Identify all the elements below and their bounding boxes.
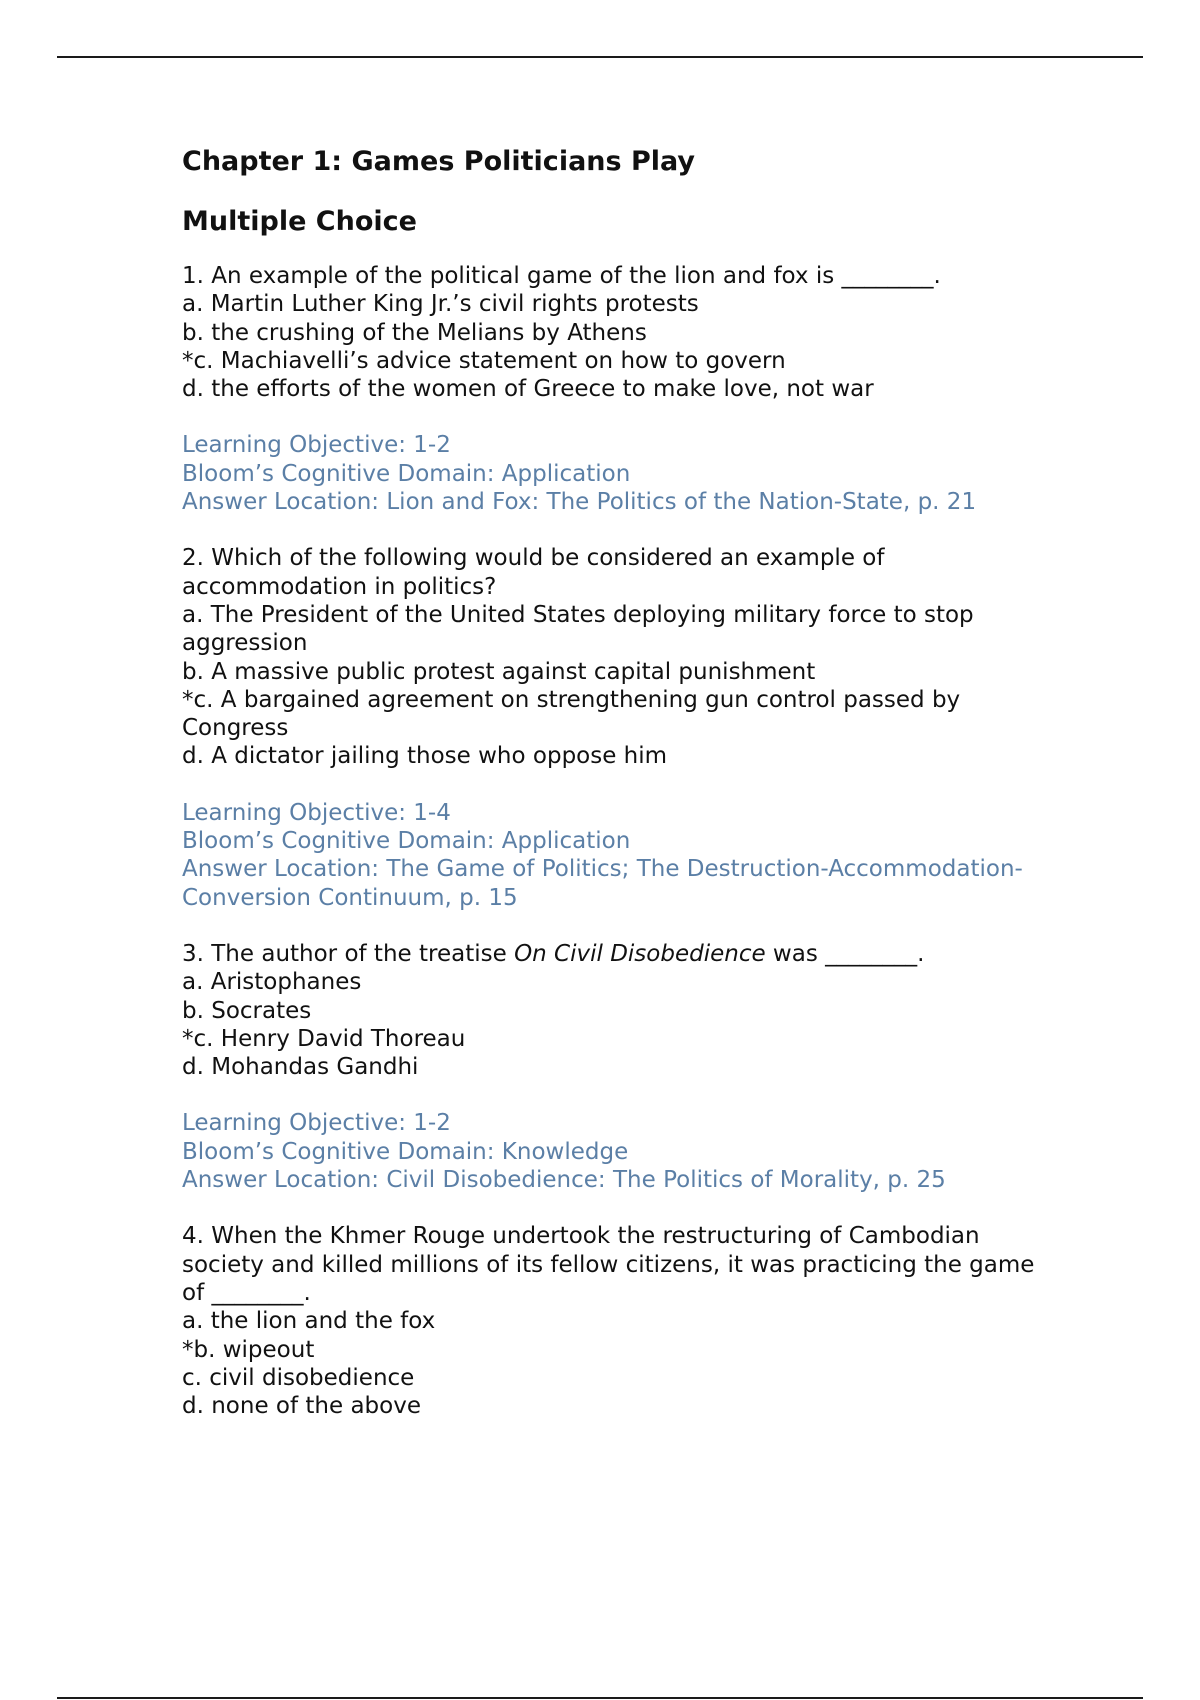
footer-rule: [57, 1697, 1143, 1699]
header-rule: [57, 56, 1143, 58]
stem-text: 3. The author of the treatise: [182, 940, 515, 967]
question-2-metadata: [182, 799, 1062, 912]
question-stem: [182, 940, 1062, 968]
answer-option: a. Aristophanes: [182, 969, 362, 996]
learning-objective: Learning Objective: 1-2: [182, 1110, 451, 1137]
blooms-domain: Bloom’s Cognitive Domain: Knowledge: [182, 1138, 629, 1165]
question-3: [182, 940, 1062, 1081]
answer-location: Answer Location: Lion and Fox: The Politics of the Nation-State, p. 21: [182, 489, 977, 516]
document-body: [182, 144, 1062, 1420]
question-stem: 1. An example of the political game of the lion and fox is ________.: [182, 263, 941, 289]
answer-option-correct: *c. Henry David Thoreau: [182, 1025, 466, 1052]
section-title: Multiple Choice: [182, 206, 417, 237]
question-2: [182, 544, 1062, 770]
answer-option-correct: *b. wipeout: [182, 1336, 315, 1363]
answer-option: d. the efforts of the women of Greece to make love, not war: [182, 376, 874, 403]
stem-text: was ________.: [765, 940, 925, 967]
answer-option: d. A dictator jailing those who oppose him: [182, 743, 668, 770]
question-1-metadata: [182, 431, 1062, 516]
answer-option: b. the crushing of the Melians by Athens: [182, 319, 647, 346]
answer-option: b. Socrates: [182, 997, 312, 1024]
answer-option-correct: *c. Machiavelli’s advice statement on how to govern: [182, 347, 786, 374]
question-list: [182, 262, 1062, 1420]
answer-option: b. A massive public protest against capital punishment: [182, 658, 816, 685]
question-1: [182, 262, 1062, 403]
blooms-domain: Bloom’s Cognitive Domain: Application: [182, 828, 631, 855]
answer-option: d. none of the above: [182, 1393, 421, 1420]
blooms-domain: Bloom’s Cognitive Domain: Application: [182, 460, 631, 487]
answer-option-correct: *c. A bargained agreement on strengthening gun control passed by Congress: [182, 686, 961, 742]
question-4: [182, 1222, 1062, 1420]
question-stem: 2. Which of the following would be considered an example of accommodation in politics?: [182, 545, 885, 600]
answer-option: d. Mohandas Gandhi: [182, 1054, 419, 1081]
question-3-metadata: [182, 1109, 1062, 1194]
answer-location: Answer Location: Civil Disobedience: The Politics of Morality, p. 25: [182, 1167, 946, 1194]
treatise-title: On Civil Disobedience: [514, 940, 766, 967]
chapter-title: Chapter 1: Games Politicians Play: [182, 146, 696, 177]
learning-objective: Learning Objective: 1-2: [182, 432, 451, 459]
answer-option: c. civil disobedience: [182, 1364, 415, 1391]
question-stem: 4. When the Khmer Rouge undertook the restructuring of Cambodian society and killed millions of its fellow citizens, it was practicing the game of ________.: [182, 1223, 1035, 1306]
answer-option: a. The President of the United States deploying military force to stop aggression: [182, 601, 974, 657]
answer-option: a. Martin Luther King Jr.’s civil rights protests: [182, 291, 699, 318]
learning-objective: Learning Objective: 1-4: [182, 799, 451, 826]
answer-option: a. the lion and the fox: [182, 1308, 436, 1335]
answer-location: Answer Location: The Game of Politics; The Destruction-Accommodation-Conversion Continuum, p. 15: [182, 856, 1023, 911]
